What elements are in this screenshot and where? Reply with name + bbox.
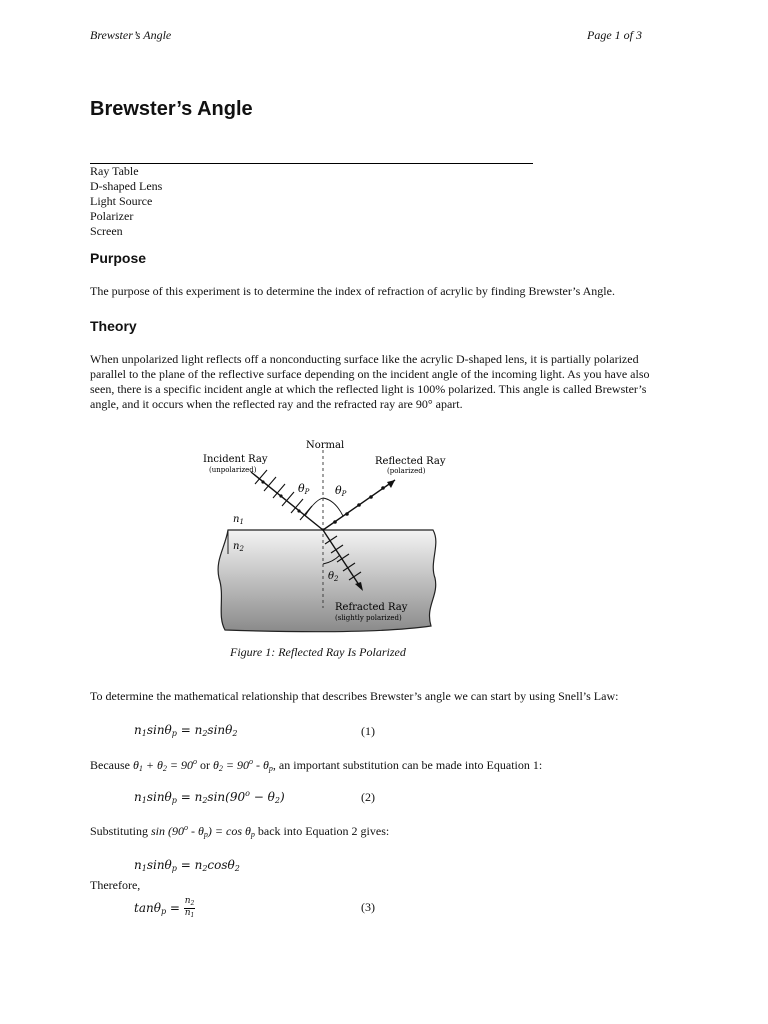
theory-heading: Theory [90,318,137,334]
theta-p-incident: θP [298,482,310,496]
n2-label: $n_2$ [233,541,244,553]
n1-label: $n_1$ [233,514,244,526]
theory-line: angle, and it occurs when the reflected ray and the refracted ray are 90° apart. [90,397,463,411]
theta-p-reflected: θP [335,484,347,498]
equation-3: tanθ$_p$ = $\frac{n_2}{n_1}$ [134,896,195,919]
equation-2-number: (2) [361,790,375,804]
fraction-n2-over-n1: $\frac{n_2}{n_1}$ [184,896,195,919]
angle-arc-incident [305,498,323,516]
brewster-figure [195,436,455,636]
refracted-ray-label: Refracted Ray [335,602,408,613]
equipment-list [90,164,162,239]
equation-2: $n_1\sin\theta_p = n_2\sin(90^o - \theta_2)$ [134,789,285,805]
figure-caption: Figure 1: Reflected Ray Is Polarized [230,645,406,659]
incident-ray-sublabel: (unpolarized) [209,466,257,474]
equipment-item: D-shaped Lens [90,179,163,193]
running-header-title: Brewster’s Angle [90,28,172,42]
equipment-item: Light Source [90,194,153,208]
normal-label: Normal [306,440,345,451]
purpose-text: The purpose of this experiment is to determine the index of refraction of acrylic by finding Brewster’s Angle. [90,284,615,298]
equation-3-number: (3) [361,900,375,914]
equation-2b: $n_1\sin\theta_p = n_2\cos\theta_2$ [134,858,240,873]
substituting-line: Substituting $\sin (90^o - \theta_p) = \cos \theta_p$ back into Equation 2 gives: [90,823,390,839]
incident-ray-label: Incident Ray [203,454,268,465]
acrylic-block [218,530,436,632]
snell-intro: To determine the mathematical relationship that describes Brewster’s angle we can start by using Snell’s Law: [90,689,619,703]
equation-1: $n_1\sin\theta_p = n_2\sin\theta_2$ [134,723,238,738]
theory-line: parallel to the plane of the reflective surface depending on the incident angle of the incoming light. As you have also [90,367,650,381]
reflected-ray-label: Reflected Ray [375,456,446,467]
theory-line: seen, there is a specific incident angle at which the reflected light is 100% polarized. This angle is called Brewster’s [90,382,647,396]
purpose-heading: Purpose [90,250,147,266]
reflected-ray-sublabel: (polarized) [387,467,426,475]
because-line: Because $\theta_1 + \theta_2 = 90^o$ or $\theta_2 = 90^o - \theta_p$, an important substitution can be made into Equation 1: [90,757,543,773]
equation-1-number: (1) [361,724,375,738]
angle-arc-reflected [323,498,343,516]
equipment-item: Screen [90,224,123,238]
theta-2-label: $\theta_2$ [328,571,339,583]
page-title: Brewster’s Angle [90,98,253,120]
incident-ray-ticks [255,470,312,520]
theory-line: When unpolarized light reflects off a nonconducting surface like the acrylic D-shaped lens, it is partially polarized [90,352,639,366]
therefore-line: Therefore, [90,878,141,892]
refracted-ray-sublabel: (slightly polarized) [335,614,402,622]
equipment-item: Ray Table [90,164,139,178]
equipment-item: Polarizer [90,209,134,223]
page-number: Page 1 of 3 [587,28,642,42]
theory-paragraph [90,352,690,412]
